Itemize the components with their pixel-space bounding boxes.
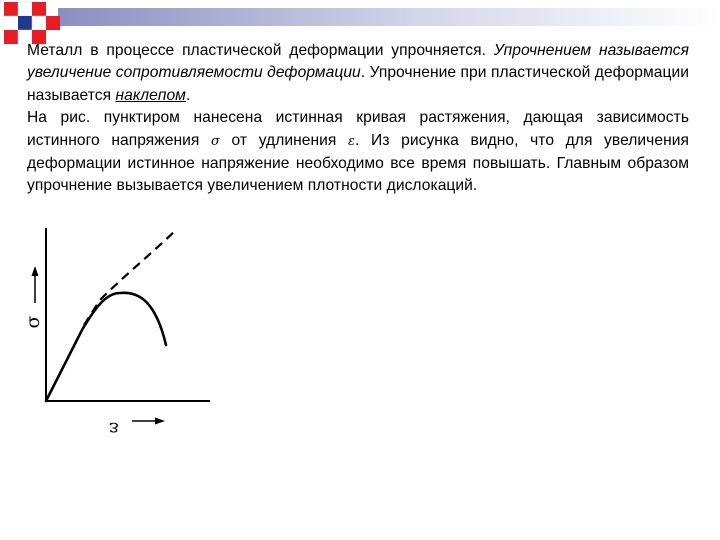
text-span: . — [185, 86, 191, 104]
underlined-term: наклепом — [115, 86, 186, 104]
text-span: На рис. пунктиром нанесена истинная кривая растяжения, дающая зависимость истинного напряжения — [27, 109, 689, 149]
true-stress-curve-dashed — [84, 229, 177, 325]
text-span: от удлинения — [219, 131, 349, 149]
paragraph-hardening-definition — [27, 40, 689, 107]
text-span: . Упрочнение при пластической деформации называется — [27, 64, 689, 104]
epsilon-symbol: ε — [348, 133, 356, 149]
sigma-symbol: σ — [211, 133, 220, 149]
x-direction-arrowhead — [155, 418, 165, 425]
engineering-stress-curve — [46, 293, 166, 401]
y-direction-arrowhead — [32, 266, 39, 276]
text-span: . Из рисунка видно, что для увеличения деформации истинное напряжение необходимо все время повышать. Главным образом упрочнение вызывается увеличением плотности дислокаций. — [27, 131, 689, 195]
y-axis-label: σ — [22, 315, 44, 329]
text-span: Металл в процессе пластической деформации упрочняется. — [27, 42, 494, 59]
checkerboard-logo — [4, 2, 60, 44]
header-gradient-band — [0, 0, 720, 36]
body-text — [27, 40, 689, 198]
paragraph-true-curve — [27, 107, 689, 198]
x-axis-label: ε — [109, 418, 119, 440]
italic-definition: Упрочнением называется увеличение сопротивляемости деформации — [27, 42, 689, 82]
